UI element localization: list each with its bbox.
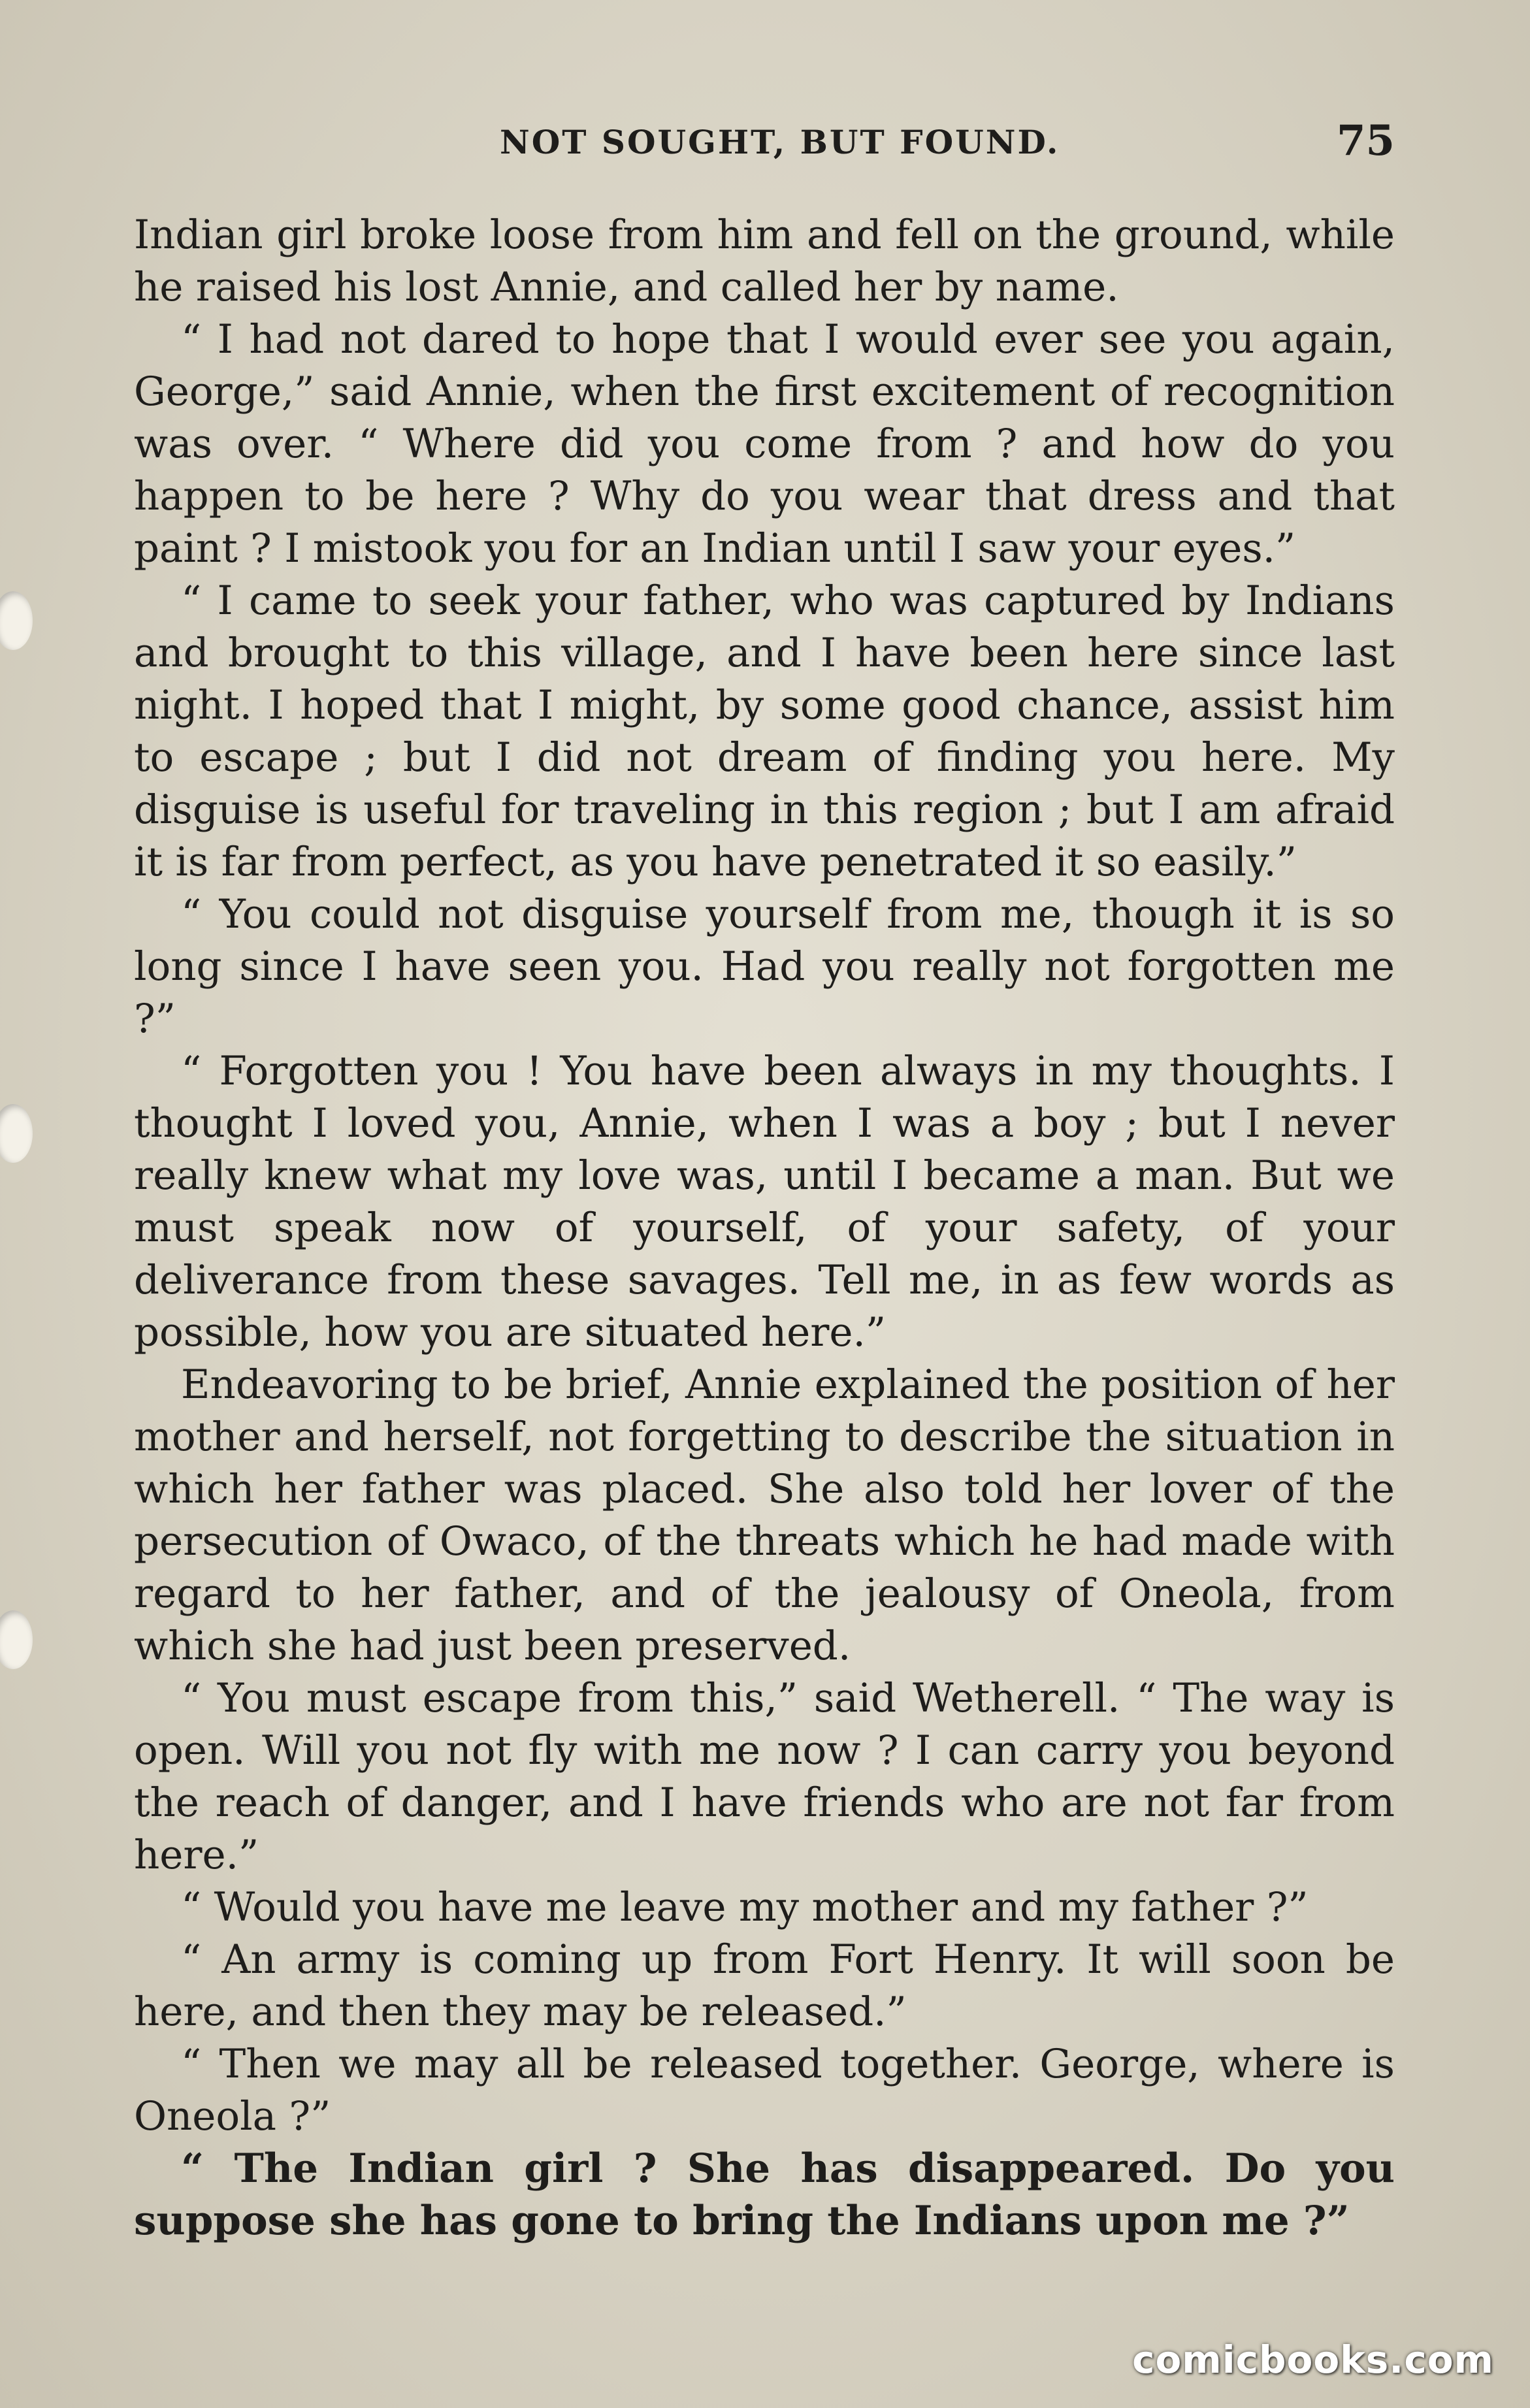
paragraph: “ You could not disguise yourself from me, though it is so long since I have seen you. Had you really not forgotten me ?”: [134, 891, 1395, 1042]
binding-hole: [0, 591, 33, 650]
page-number: 75: [1336, 116, 1395, 165]
page-header: [134, 111, 1395, 176]
paragraph: Indian girl broke loose from him and fell on the ground, while he raised his lost Annie, and called her by name.: [134, 212, 1395, 310]
binding-hole: [0, 1610, 33, 1669]
paragraph: “ Would you have me leave my mother and my father ?”: [181, 1884, 1309, 1930]
paragraph: “ You must escape from this,” said Wetherell. “ The way is open. Will you not fly with me now ? I can carry you beyond the reach of danger, and I have friends who are not far from here.”: [134, 1675, 1395, 1878]
running-head: NOT SOUGHT, BUT FOUND.: [500, 123, 1060, 161]
paragraph: “ Then we may all be released together. George, where is Oneola ?”: [134, 2041, 1395, 2140]
paragraph: “ The Indian girl ? She has disappeared. Do you suppose she has gone to bring the Indians upon me ?”: [134, 2145, 1395, 2244]
paragraph: “ I had not dared to hope that I would ever see you again, George,” said Annie, when the first excitement of recognition was over. “ Where did you come from ? and how do you happen to be here ? Why do you wear that dress and that paint ? I mistook you for an Indian until I saw your eyes.”: [134, 316, 1395, 572]
binding-hole: [0, 1104, 33, 1163]
watermark: comicbooks.com: [1132, 2337, 1494, 2382]
paragraph: “ Forgotten you ! You have been always in my thoughts. I thought I loved you, Annie, when I was a boy ; but I never really knew what my love was, until I became a man. But we must speak now of yourself, of your safety, of your deliverance from these savages. Tell me, in as few words as possible, how you are situated here.”: [134, 1048, 1395, 1356]
paragraph: Endeavoring to be brief, Annie explained the position of her mother and herself, not forgetting to describe the situation in which her father was placed. She also told her lover of the persecution of Owaco, of the threats which he had made with regard to her father, and of the jealousy of Oneola, from which she had just been preserved.: [134, 1361, 1395, 1669]
paragraph: “ I came to seek your father, who was captured by Indians and brought to this village, and I have been here since last night. I hoped that I might, by some good chance, assist him to escape ; but I did not dream of finding you here. My disguise is useful for traveling in this region ; but I am afraid it is far from perfect, as you have penetrated it so easily.”: [134, 578, 1395, 885]
body-text: [134, 209, 1395, 2247]
paragraph: “ An army is coming up from Fort Henry. It will soon be here, and then they may be released.”: [134, 1936, 1395, 2035]
